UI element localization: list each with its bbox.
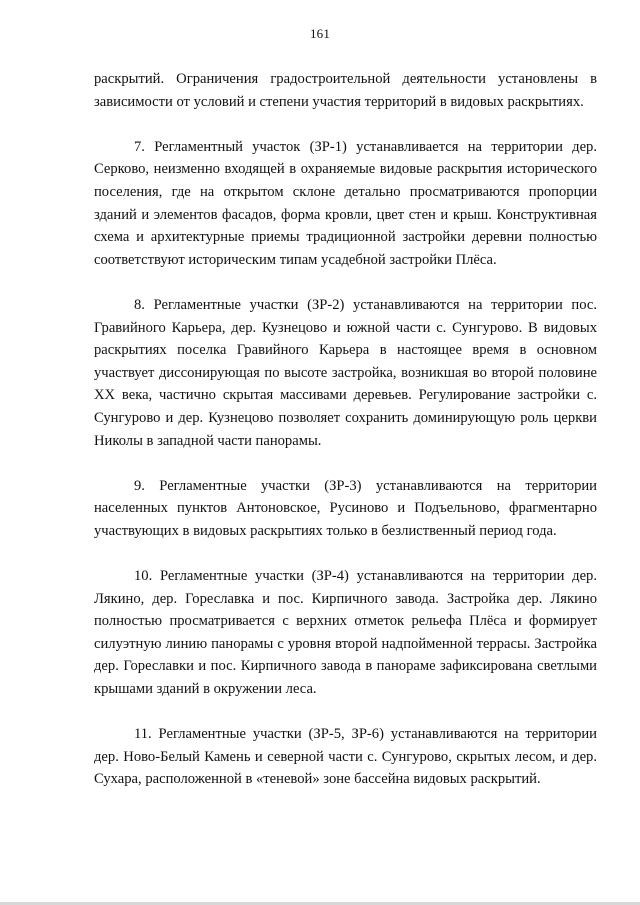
paragraph-item-8: 8. Регламентные участки (ЗР-2) устанавливаются на территории пос. Гравийного Карьера, дер. Кузнецово и южной части с. Сунгурово. В видовых раскрытиях поселка Гравийного Карьера в настоящее время в основном участвует диссонирующая по высоте застройка, возникшая во второй половине XX века, частично скрытая массивами деревьев. Регулирование застройки с. Сунгурово и дер. Кузнецово позволяет сохранить доминирующую роль церкви Николы в западной части панорамы.: [94, 296, 597, 449]
paragraph-item-11: 11. Регламентные участки (ЗР-5, ЗР-6) устанавливаются на территории дер. Ново-Белый Камень и северной части с. Сунгурово, скрытых лесом, и дер. Сухара, расположенной в «теневой» зоне бассейна видовых раскрытий.: [94, 726, 597, 788]
paragraph-item-7: 7. Регламентный участок (ЗР-1) устанавливается на территории дер. Серково, неизменно входящей в охраняемые видовые раскрытия исторического поселения, где на открытом склоне детально просматриваются пропорции зданий и элементов фасадов, форма кровли, цвет стен и крыш. Конструктивная схема и архитектурные приемы традиционной застройки деревни полностью соответствуют историческим типам усадебной застройки Плёса.: [94, 138, 597, 268]
paragraph-item-10: 10. Регламентные участки (ЗР-4) устанавливаются на территории дер. Лякино, дер. Гореславка и пос. Кирпичного завода. Застройка дер. Лякино полностью просматривается с верхних отметок рельефа Плёса и формирует силуэтную линию панорамы с уровня второй надпойменной террасы. Застройка дер. Гореславки и пос. Кирпичного завода в панораме зафиксирована светлыми крышами зданий в окружении леса.: [94, 568, 597, 698]
page-number: 161: [309, 26, 331, 41]
paragraph-continuation: раскрытий. Ограничения градостроительной деятельности установлены в зависимости от условий и степени участия территорий в видовых раскрытиях.: [94, 71, 597, 110]
paragraph-item-9: 9. Регламентные участки (ЗР-3) устанавливаются на территории населенных пунктов Антоновское, Русиново и Подъельново, фрагментарно участвующих в видовых раскрытиях только в безлиственный период года.: [94, 477, 597, 539]
document-body: [94, 68, 597, 791]
